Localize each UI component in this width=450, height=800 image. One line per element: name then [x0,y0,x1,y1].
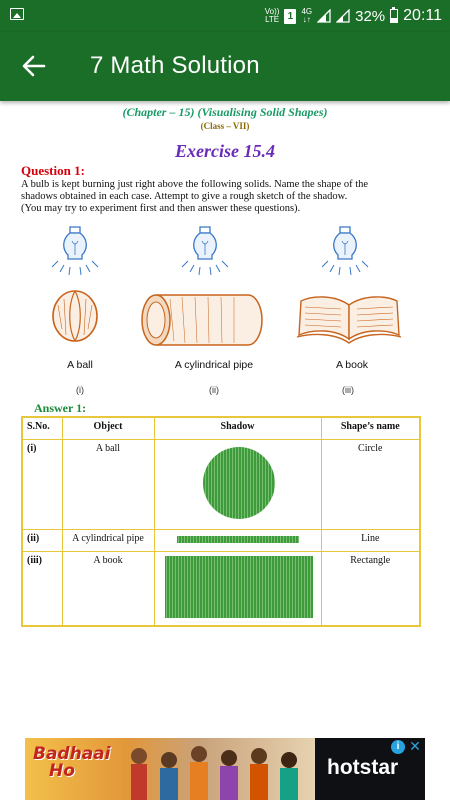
row-object: A book [62,551,154,626]
exercise-title: Exercise 15.4 [175,141,275,161]
arrow-left-icon[interactable] [18,50,50,82]
app-bar [0,32,450,101]
info-icon[interactable]: i [391,740,405,754]
ad-movie-title [33,746,110,780]
figure-numeral: (ii) [209,385,219,395]
image-notification-icon [10,8,24,20]
table-row [22,551,420,626]
figure-numeral: (iii) [342,385,354,395]
battery-icon [390,9,398,23]
app-title: 7 Math Solution [90,52,260,79]
bulb-icon [50,221,100,281]
signal-strength-icon [317,9,331,23]
chapter-heading: (Chapter – 15) (Visualising Solid Shapes) [122,105,328,119]
question-illustration [0,219,450,399]
ad-movie-title-line: Badhaai [33,744,111,764]
column-header-sno: S.No. [22,417,62,439]
rectangle-shadow-sketch [159,555,317,619]
row-shape-name: Line [321,529,420,551]
network-type [301,8,312,24]
table-header-row [22,417,420,439]
row-sno: (ii) [22,529,62,551]
figure-caption: A cylindrical pipe [174,359,254,371]
cylindrical-pipe-sketch [140,291,265,347]
clock: 20:11 [403,7,442,24]
column-header-shadow: Shadow [154,417,321,439]
column-header-shape-name: Shape’s name [321,417,420,439]
row-object: A ball [62,439,154,529]
volte-label: Vo)) [264,7,280,16]
question-text [21,179,433,215]
figure-numeral: (i) [76,385,84,395]
close-icon[interactable]: ✕ [409,738,421,754]
ad-brand-logo[interactable]: hotstar [327,756,399,779]
figure-caption: A ball [67,359,93,371]
bulb-icon [320,221,370,281]
ad-image[interactable] [25,738,315,800]
battery-fill [391,18,397,22]
signal-strength-2-icon [336,9,350,23]
ad-banner[interactable] [25,738,425,800]
lte-label: LTE [265,15,280,24]
ad-movie-title-line: Ho [49,761,75,781]
circle-shadow-sketch [159,443,317,523]
figure-caption: A book [335,359,369,371]
ad-cast-figures [125,742,310,800]
line-shadow-sketch [159,533,317,545]
bulb-icon [180,221,230,281]
sim-slot-badge: 1 [284,9,296,24]
solution-page [0,101,450,721]
column-header-object: Object [62,417,154,439]
row-sno: (iii) [22,551,62,626]
question-line: (You may try to experiment first and then answer these questions). [21,203,301,214]
row-object: A cylindrical pipe [62,529,154,551]
status-bar [0,0,450,32]
question-line: shadows obtained in each case. Attempt to give a rough sketch of the shadow. [21,191,348,202]
question-line: A bulb is kept burning just right above the following solids. Name the shape of the [21,179,369,190]
ball-sketch [50,289,100,343]
class-heading: (Class – VII) [200,121,250,131]
row-shadow [154,551,321,626]
question-heading: Question 1: [21,163,85,178]
book-sketch [295,289,403,347]
answer-table [21,416,421,627]
table-row [22,439,420,529]
row-shadow [154,529,321,551]
row-shape-name: Rectangle [321,551,420,626]
answer-heading: Answer 1: [34,401,87,415]
row-shadow [154,439,321,529]
volte-indicator [265,8,280,24]
data-activity-arrows: ↓↑ [302,15,311,24]
network-type-label: 4G [301,7,313,16]
table-row [22,529,420,551]
row-shape-name: Circle [321,439,420,529]
row-sno: (i) [22,439,62,529]
battery-percent: 32% [355,7,386,25]
